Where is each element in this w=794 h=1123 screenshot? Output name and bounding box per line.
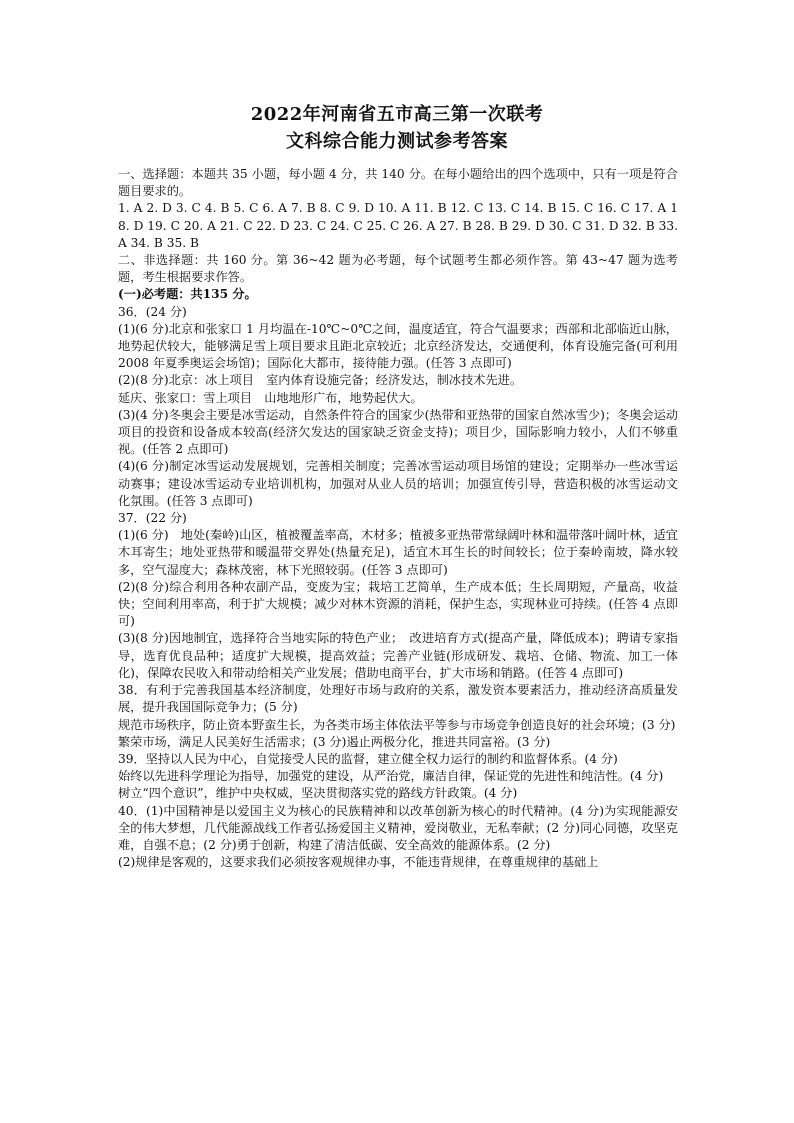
document-subtitle: 文科综合能力测试参考答案: [286, 131, 508, 152]
q39-para2: 始终以先进科学理论为指导，加强党的建设，从严治党，廉洁自律，保证党的先进性和纯洁性。(4 分): [118, 769, 664, 784]
q37-heading: 37．(22 分): [118, 511, 187, 526]
choice-answers: 1. A 2. D 3. C 4. B 5. C 6. A 7. B 8. C 9. D 10. A 11. B 12. C 13. C 14. B 15. C 16. C 17. A 18. D 19. C 20. A 21. C 22. D 23. C 24. C 25. C 26. A 27. B 28. B 29. D 30. C 31. D 32. B 33. A 34. B 35. B: [118, 201, 678, 250]
q38-para2: 规范市场秩序，防止资本野蛮生长，为各类市场主体依法平等参与市场竞争创造良好的社会环境；(3 分): [118, 717, 676, 732]
q36-heading: 36．(24 分): [118, 304, 187, 319]
q39-para3: 树立“四个意识”，维护中央权威，坚决贯彻落实党的路线方针政策。(4 分): [118, 786, 518, 801]
q37-part2: (2)(8 分)综合利用各种农副产品，变废为宝；栽培工艺简单，生产成本低；生长周期短，产量高，收益快；空间利用率高，利于扩大规模；减少对林木资源的消耗，保护生态，实现林业可持续。(任答 4 点即可): [118, 579, 678, 629]
q40-part2: (2)规律是客观的，这要求我们必须按客观规律办事，不能违背规律，在尊重规律的基础上: [118, 855, 599, 870]
q40-part1: 40．(1)中国精神是以爱国主义为核心的民族精神和以改革创新为核心的时代精神。(4 分)为实现能源安全的伟大梦想，几代能源战线工作者弘扬爱国主义精神，爱岗敬业，无私奉献；(2 分)同心同德，攻坚克难，自强不息；(2 分)勇于创新，构建了清洁低碳、安全高效的能源体系。(2 分): [118, 803, 678, 852]
q39-para1: 39．坚持以人民为中心，自觉接受人民的监督，建立健全权力运行的制约和监督体系。(4 分): [118, 751, 618, 766]
q36-part3: (3)(4 分)冬奥会主要是冰雪运动，自然条件符合的国家少(热带和亚热带的国家自然冰雪少)；冬奥会运动项目的投资和设备成本较高(经济欠发达的国家缺乏资金支持)；项目少，国际影响力较小，人们不够重视。(任答 2 点即可): [118, 407, 678, 457]
q36-part1: (1)(6 分)北京和张家口 1 月均温在-10℃~0℃之间，温度适宜，符合气温要求；西部和北部临近山脉，地势起伏较大，能够满足雪上项目要求且距北京较近；北京经济发达，交通便利，体育设施完备(可利用 2008 年夏季奥运会场馆)；国际化大都市，接待能力强。(任答 3 点即可): [118, 321, 678, 371]
section-choice-intro: 一、选择题：本题共 35 小题，每小题 4 分，共 140 分。在每小题给出的四个选项中，只有一项是符合题目要求的。: [118, 167, 678, 199]
q36-part4: (4)(6 分)制定冰雪运动发展规划，完善相关制度；完善冰雪运动项目场馆的建设；定期举办一些冰雪运动赛事；建设冰雪运动专业培训机构，加强对从业人员的培训；加强宣传引导，营造积极的冰雪运动文化氛围。(任答 3 点即可): [118, 459, 678, 508]
answer-body: [118, 166, 678, 871]
required-section-heading: (一)必考题：共135 分。: [118, 287, 257, 302]
q36-part2b: 延庆、张家口：雪上项目 山地地形广布，地势起伏大。: [118, 390, 423, 405]
q38-para1: 38．有利于完善我国基本经济制度，处理好市场与政府的关系，激发资本要素活力，推动经济高质量发展，提升我国国际竞争力；(5 分): [118, 683, 678, 715]
document-title: 2022年河南省五市高三第一次联考: [250, 104, 544, 125]
q36-part2a: (2)(8 分)北京：冰上项目 室内体育设施完备；经济发达，制冰技术先进。: [118, 373, 523, 388]
q37-part1: (1)(6 分) 地处(秦岭)山区，植被覆盖率高，木材多；植被多亚热带常绿阔叶林和温带落叶阔叶林，适宜木耳寄生；地处亚热带和暖温带交界处(热量充足)，适宜木耳生长的时间较长；位于秦岭南坡，降水较多，空气湿度大；森林茂密，林下光照较弱。(任答 3 点即可): [118, 528, 678, 577]
q37-part3: (3)(8 分)因地制宜，选择符合当地实际的特色产业； 改进培育方式(提高产量，降低成本)；聘请专家指导，选育优良品种；适度扩大规模，提高效益；完善产业链(形成研发、栽培、仓储、物流、加工一体化)，保障农民收入和带动给相关产业发展；借助电商平台，扩大市场和销路。(任答 4 点即可): [118, 631, 678, 680]
q38-para3: 繁荣市场，满足人民美好生活需求；(3 分)遏止两极分化，推进共同富裕。(3 分): [118, 734, 551, 749]
section-nonchoice-intro: 二、非选择题：共 160 分。第 36~42 题为必考题，每个试题考生都必须作答。第 43~47 题为选考题，考生根据要求作答。: [118, 253, 678, 285]
